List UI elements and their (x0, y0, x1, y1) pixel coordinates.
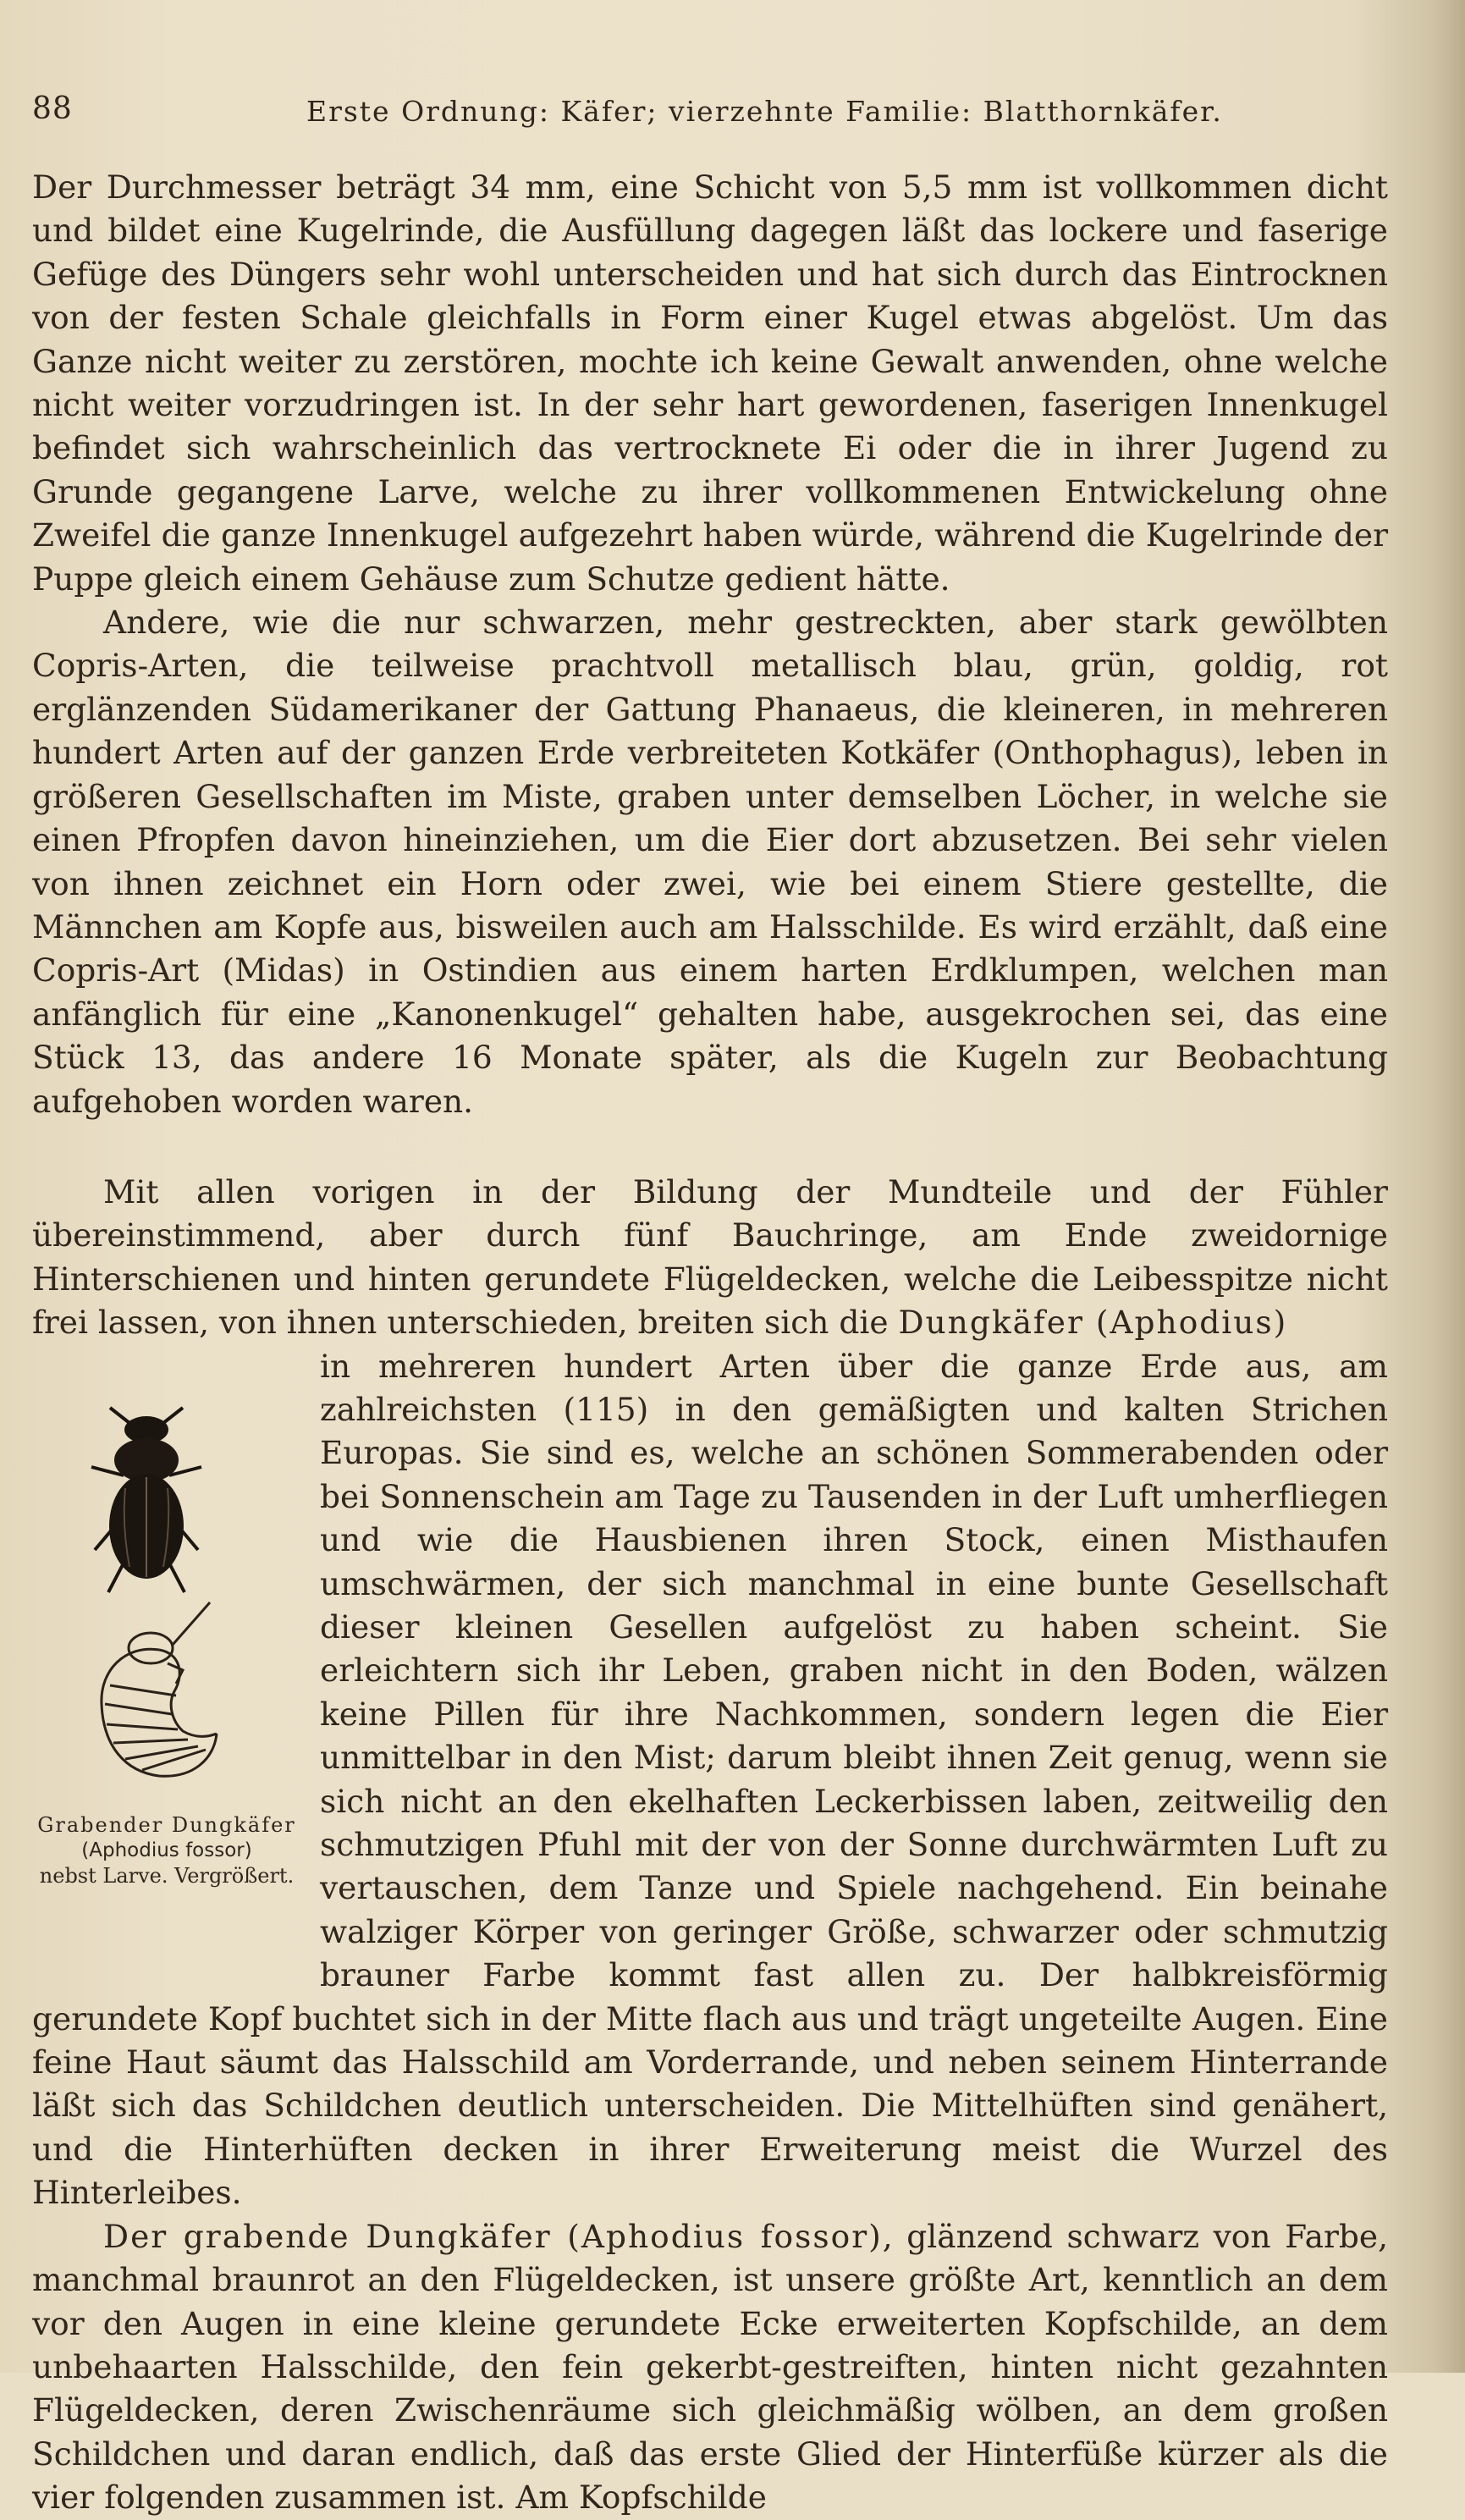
paragraph-3-text-b: in mehreren hundert Arten über die ganze Erde aus, am zahlreichsten (115) in den gemäßigten und kalten Strichen Europas. Sie sind es, welche an schönen Sommerabenden oder bei Sonnenschein am Tage zu Tausenden in der Luft umherfliegen und wie die Hausbienen ihren Stock, einen Misthaufen umschwärmen, der sich manchmal in eine bunte Gesellschaft dieser kleinen Gesellen aufgelöst zu haben scheint. Sie erleichtern sich ihr Leben, graben nicht in den Boden, wälzen keine Pillen für ihre Nachkommen, sondern legen die Eier unmittelbar in den Mist; darum bleibt ihnen Zeit genug, wenn sie sich nicht an den ekelhaften Leckerbissen laben, zeitweilig den schmutzigen Pfuhl mit der von der Sonne durchwärmten Luft zu vertauschen, dem Tanze und Spiele nachgehend. Ein beinahe walziger Körper von geringer Größe, schwarzer oder schmutzig brauner Farbe kommt fast allen zu. Der halbkreisförmig gerundete Kopf buchtet sich in der Mitte flach aus und trägt ungeteilte Augen. Eine feine Haut säumt das Halsschild am Vorderrande, und neben seinem Hinterrande läßt sich das Schildchen deutlich unterscheiden. Die Mittelhüften sind genähert, und die Hinterhüften decken in ihrer Erweiterung meist die Wurzel des Hinterleibes. (32, 1347, 1388, 2212)
larva-icon (102, 1602, 217, 1776)
paragraph-4-text: , glänzend schwarz von Farbe, manchmal braunrot an den Flügeldecken, ist unsere größte Art, kenntlich an dem vor den Augen in eine kleine gerundete Ecke erweiterten Kopfschilde, an dem unbehaarten Halsschilde, den fein gekerbt-gestreiften, hinten nicht gezahnten Flügeldecken, deren Zwischenräume sich gleichmäßig wölben, an dem großen Schildchen und daran endlich, daß das erste Glied der Hinterfüße kürzer als die vier folgenden zusammen ist. Am Kopfschilde (32, 2217, 1388, 2517)
body-text (32, 166, 1388, 2520)
figure-caption (32, 1812, 301, 1889)
paragraph-2-text: Andere, wie die nur schwarzen, mehr gestreckten, aber stark gewölbten Copris-Arten, die teilweise prachtvoll metallisch blau, grün, goldig, rot erglänzenden Südamerikaner der Gattung Phanaeus, die kleineren, in mehreren hundert Arten auf der ganzen Erde verbreiteten Kotkäfer (Onthophagus), leben in größeren Gesellschaften im Miste, graben unter demselben Löcher, in welche sie einen Pfropfen davon hineinziehen, um die Eier dort abzusetzen. Bei sehr vielen von ihnen zeichnet ein Horn oder zwei, wie bei einem Stiere gestellte, die Männchen am Kopfe aus, bisweilen auch am Halsschilde. Es wird erzählt, daß eine Copris-Art (Midas) in Ostindien aus einem harten Erdklumpen, welchen man anfänglich für eine „Kanonenkugel“ gehalten habe, ausgekrochen sei, das eine Stück 13, das andere 16 Monate später, als die Kugeln zur Beobachtung aufgehoben worden waren. (32, 604, 1388, 1120)
paragraph-1 (32, 166, 1388, 601)
caption-line-1: Grabender Dungkäfer (37, 1812, 296, 1837)
paragraph-3 (32, 1171, 1388, 1345)
running-head: Erste Ordnung: Käfer; vierzehnte Familie: Blatthornkäfer. (306, 95, 1223, 128)
dungkaefer-term: Dungkäfer (Aphodius) (898, 1304, 1288, 1342)
paragraph-1-text: Der Durchmesser beträgt 34 mm, eine Schicht von 5,5 mm ist vollkommen dicht und bildet eine Kugelrinde, die Ausfüllung dagegen läßt das lockere und faserige Gefüge des Düngers sehr wohl unterscheiden und hat sich durch das Eintrocknen von der festen Schale gleichfalls in Form einer Kugel etwas abgelöst. Um das Ganze nicht weiter zu zerstören, mochte ich keine Gewalt anwenden, ohne welche nicht weiter vorzudringen ist. In der sehr hart gewordenen, faserigen Innenkugel befindet sich wahrscheinlich das vertrocknete Ei oder die in ihrer Jugend zu Grunde gegangene Larve, welche zu ihrer vollkommenen Entwickelung ohne Zweifel die ganze Innenkugel aufgezehrt haben würde, während die Kugelrinde der Puppe gleich einem Gehäuse zum Schutze gedient hätte. (32, 168, 1388, 598)
beetle-and-larva-illustration (32, 1348, 301, 1806)
caption-line-2: (Aphodius fossor) (81, 1839, 252, 1861)
figure-dung-beetle (32, 1348, 301, 1958)
caption-line-3: nebst Larve. Vergrößert. (39, 1863, 295, 1888)
paragraph-4 (32, 2215, 1388, 2520)
beetle-icon (91, 1408, 201, 1592)
paragraph-3-text-a: Mit allen vorigen in der Bildung der Mundteile und der Fühler übereinstimmend, aber durch fünf Bauchringe, am Ende zweidornige Hinterschienen und hinten gerundete Flügeldecken, welche die Leibesspitze nicht frei lassen, von ihnen unterschieden, breiten sich die (32, 1172, 1388, 1342)
paragraph-2 (32, 601, 1388, 1123)
page-number: 88 (32, 91, 73, 126)
species-heading: Der grabende Dungkäfer (Aphodius fossor) (103, 2217, 883, 2255)
page-header (32, 91, 1386, 132)
